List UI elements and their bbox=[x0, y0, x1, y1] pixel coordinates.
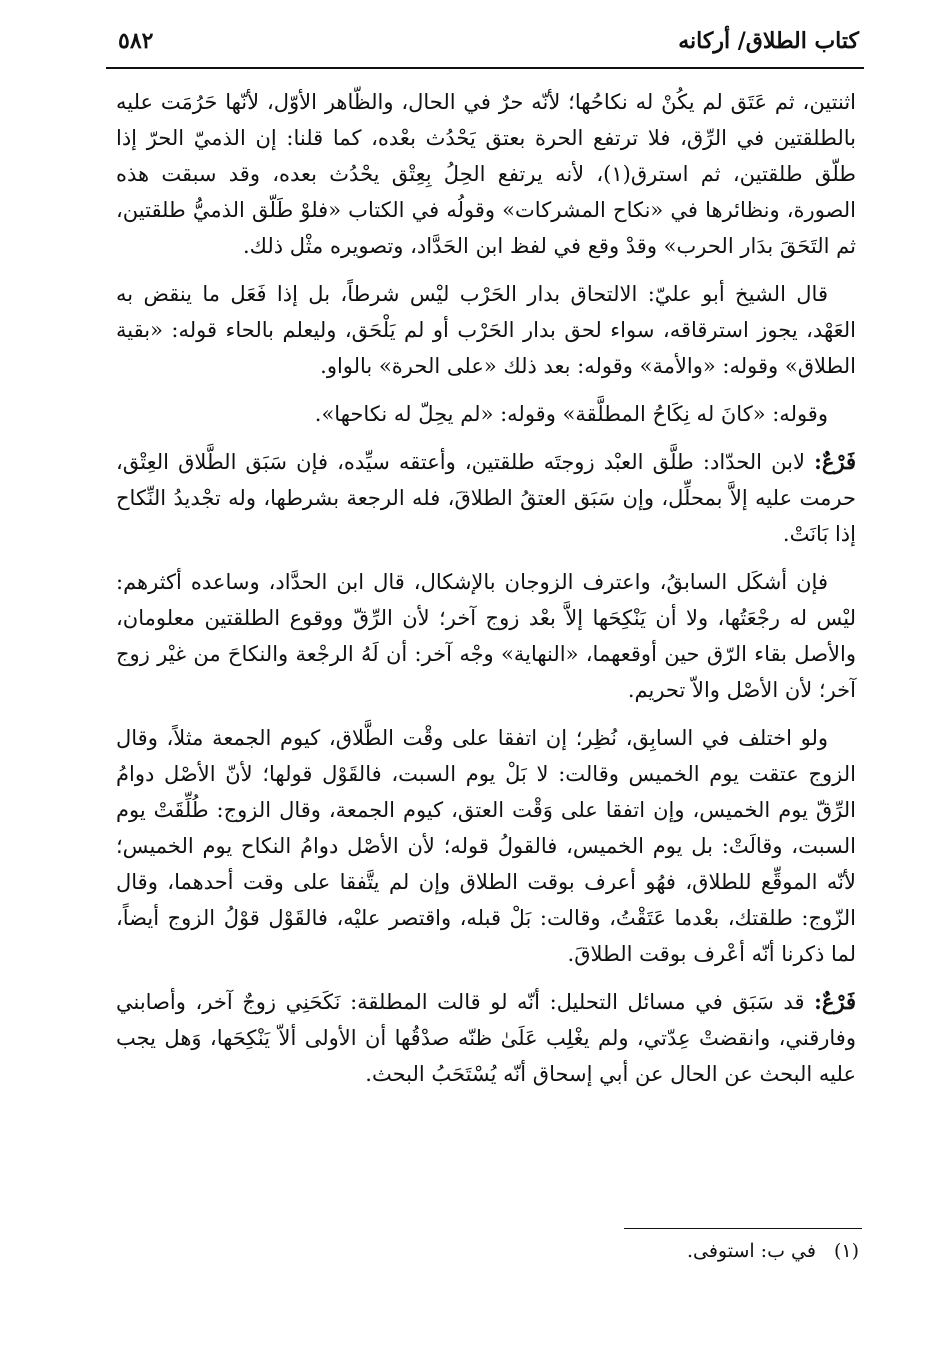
paragraph-4 bbox=[116, 444, 856, 552]
running-title: كتاب الطلاق/ أركانه bbox=[678, 28, 859, 54]
branch-heading: فَرْعٌ: bbox=[814, 449, 856, 474]
paragraph-7 bbox=[116, 984, 856, 1092]
paragraph-7-text: قد سَبَق في مسائل التحليل: أنّه لو قالت المطلقة: نَكَحَنِي زوجٌ آخر، وأصابني وفارقني، وانقضتْ عِدّتي، ولم يغْلِب عَلَىٰ ظنّه صدْقُها أن الأولى ألاّ يَنْكِحَها، وَهل يجب عليه البحث عن الحال عن أبي إسحاق أنّه يُسْتَحَبُ البحث. bbox=[116, 990, 856, 1086]
paragraph-5: فإن أشكَل السابقُ، واعترف الزوجان بالإشكال، قال ابن الحدَّاد، وساعده أكثرهم: ليْس له رجْعَتُها، ولا أن يَنْكِحَها إلاَّ بعْد زوج آخر؛ لأن الرِّقّ ووقوع الطلقتين معلومان، والأصل بقاء الرّق حين أوقعهما، «النهاية» وجْه آخر: أن لَهُ الرجْعة والنكاحَ من غيْر زوج آخر؛ لأن الأصْل والاّ تحريم. bbox=[116, 570, 856, 702]
footnote bbox=[559, 1240, 859, 1262]
paragraph-2: قال الشيخ أبو عليّ: الالتحاق بدار الحَرْب ليْس شرطاً، بل إذا فَعَل ما ينقض به العَهْد، يجوز استرقاقه، سواء لحق بدار الحَرْب أو لم يَلْحَق، وليعلم بالحاء قوله: «بقية الطلاق» وقوله: «والأمة» وقوله: بعد ذلك «على الحرة» بالواو. bbox=[116, 282, 856, 378]
page-number: ٥٨٢ bbox=[118, 28, 154, 54]
paragraph-1: اثنتين، ثم عَتَق لم يكُنْ له نكاحُها؛ لأنّه حرٌ في الحال، والظّاهر الأوّل، لأنّها حَرُمَت عليه بالطلقتين في الرِّق، فلا ترتفع الحرة بعتق يَحْدُث بعْده، كما قلنا: إن الذميّ الحرّ إذا طلّق طلقتين، ثم استرق(١)، لأنه يرتفع الحِلُ بِعِتْق يحْدُث بعده، وقد سبقت هذه الصورة، ونظائرها في «نكاح المشركات» وقولُه في الكتاب «فلوْ طَلّق الذميُّ طلقتين، ثم التَحَقَ بدَار الحرب» وقدْ وقع في لفظ ابن الحَدَّاد، وتصويره مثْل ذلك. bbox=[116, 90, 856, 258]
footnote-text: في ب: استوفى. bbox=[686, 1240, 816, 1262]
footnote-divider bbox=[624, 1228, 862, 1229]
paragraph-3: وقوله: «كانَ له نِكَاحُ المطلَّقة» وقوله: «لم يحِلّ له نكاحها». bbox=[314, 402, 828, 426]
main-text bbox=[116, 84, 856, 1104]
branch-heading: فَرْعٌ: bbox=[814, 989, 856, 1014]
footnote-marker: (١) bbox=[833, 1240, 859, 1262]
paragraph-4-text: لابن الحدّاد: طلَّق العبْد زوجتَه طلقتين، وأعتقه سيِّده، فإن سَبَق الطَّلاق العِتْق، حرمت عليه إلاَّ بمحلِّل، وإن سَبَق العتقُ الطلاقَ، فله الرجعة بشرطها، وله تجْديدُ النِّكاح إذا بَانَتْ. bbox=[116, 450, 856, 546]
header-divider bbox=[106, 67, 864, 69]
paragraph-6: ولو اختلف في السابِق، نُظِر؛ إن اتفقا على وقْت الطَّلاق، كيوم الجمعة مثلاً، وقال الزوج عتقت يوم الخميس وقالت: لا بَلْ يوم السبت، فالقَوْل قولها؛ لأنّ الأصْل دوامُ الرِّقّ يوم الخميس، وإن اتفقا على وَقْت العتق، كيوم الجمعة، وقال الزوج: طُلِّقَتْ يوم السبت، وقالَتْ: بل يوم الخميس، فالقولُ قوله؛ لأن الأصْل دوامُ النكاح يوم الخميس؛ لأنّه الموقِّع للطلاق، فهُو أعرف بوقت الطلاق وإن لم يتَّفقا على وقت أحدهما، وقال الزّوج: طلقتك، بعْدما عَتَقْتُ، وقالت: بَلْ قبله، واقتصر عليْه، فالقَوْل قوْلُ الزوج أيضاً، لما ذكرنا أنّه أعْرف بوقت الطلاقَ. bbox=[116, 726, 856, 966]
